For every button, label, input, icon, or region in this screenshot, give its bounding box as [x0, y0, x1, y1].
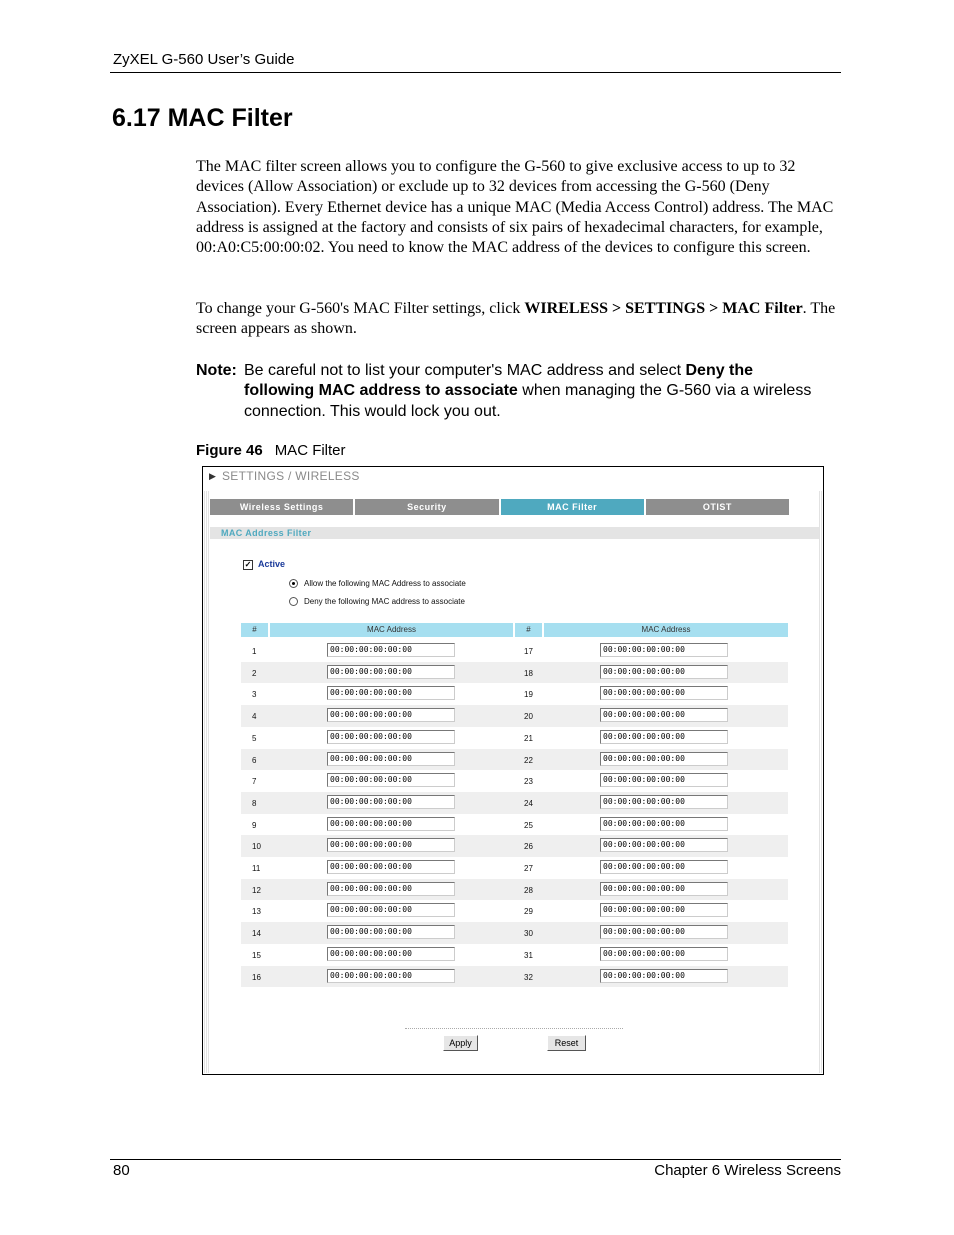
row-number: 26 — [524, 842, 533, 852]
mac-address-input[interactable]: 00:00:00:00:00:00 — [600, 903, 728, 917]
deny-radio[interactable] — [289, 597, 298, 606]
table-row — [241, 835, 788, 857]
active-row — [243, 559, 285, 570]
mac-address-input[interactable]: 00:00:00:00:00:00 — [600, 686, 728, 700]
table-row — [241, 966, 788, 988]
mac-address-input[interactable]: 00:00:00:00:00:00 — [600, 730, 728, 744]
table-row — [241, 900, 788, 922]
row-number: 17 — [524, 647, 533, 656]
apply-button[interactable]: Apply — [443, 1035, 478, 1051]
mac-address-input[interactable]: 00:00:00:00:00:00 — [600, 752, 728, 766]
mac-address-input[interactable]: 00:00:00:00:00:00 — [600, 643, 728, 657]
row-number: 3 — [252, 690, 257, 700]
mac-address-input[interactable]: 00:00:00:00:00:00 — [327, 665, 455, 679]
mac-address-input[interactable]: 00:00:00:00:00:00 — [600, 925, 728, 939]
row-number: 14 — [252, 929, 261, 939]
mac-address-input[interactable]: 00:00:00:00:00:00 — [327, 773, 455, 787]
tab-wireless-settings[interactable]: Wireless Settings — [210, 499, 353, 515]
table-row — [241, 944, 788, 966]
row-number: 27 — [524, 864, 533, 873]
intro-paragraph: The MAC filter screen allows you to configure the G-560 to give exclusive access to up to 32 devices (Allow Association) or exclude up to 32 devices from accessing the G-560 (Deny Association). Every Ethernet device has a unique MAC (Media Access Control) address. The MAC address is assigned at the factory and consists of six pairs of hexadecimal characters, for example, 00:A0:C5:00:00:02. You need to know the MAC address of the devices to configure this screen. — [196, 158, 834, 257]
menu-path: WIRELESS > SETTINGS > MAC Filter — [524, 300, 803, 317]
mac-address-input[interactable]: 00:00:00:00:00:00 — [600, 969, 728, 983]
screenshot-frame — [202, 466, 824, 1075]
table-row — [241, 857, 788, 879]
row-number: 15 — [252, 950, 261, 960]
mac-address-input[interactable]: 00:00:00:00:00:00 — [600, 665, 728, 679]
mac-address-filter-section: MAC Address Filter — [210, 527, 819, 539]
row-number: 16 — [252, 972, 261, 982]
left-border-band — [204, 491, 209, 1073]
deny-radio-row — [289, 597, 465, 606]
tab-otist[interactable]: OTIST — [646, 499, 789, 515]
row-number: 11 — [252, 864, 261, 873]
mac-address-input[interactable]: 00:00:00:00:00:00 — [600, 773, 728, 787]
table-row — [241, 814, 788, 836]
row-number: 31 — [524, 950, 533, 960]
screen-title: SETTINGS / WIRELESS — [222, 469, 360, 483]
row-number: 20 — [524, 712, 533, 722]
row-number: 29 — [524, 907, 533, 917]
note-text: Be careful not to list your computer's MAC address and select Deny the following MAC address to associate when managing the G-560 via a wireless connection. This would lock you out. — [244, 362, 812, 420]
mac-address-input[interactable]: 00:00:00:00:00:00 — [327, 752, 455, 766]
row-number: 22 — [524, 755, 533, 765]
table-row — [241, 727, 788, 749]
note-label: Note: — [196, 362, 237, 379]
instructions-text-after: . The screen appears as shown. — [196, 300, 836, 338]
row-number: 32 — [524, 972, 533, 982]
row-number: 6 — [252, 755, 257, 765]
row-number: 25 — [524, 820, 533, 830]
page-number: 80 — [113, 1162, 130, 1179]
mac-address-input[interactable]: 00:00:00:00:00:00 — [600, 838, 728, 852]
mac-address-input[interactable]: 00:00:00:00:00:00 — [327, 860, 455, 874]
table-row — [241, 640, 788, 662]
row-number: 28 — [524, 885, 533, 895]
tab-security[interactable]: Security — [355, 499, 498, 515]
col-num-left: # — [241, 623, 268, 637]
mac-address-input[interactable]: 00:00:00:00:00:00 — [600, 795, 728, 809]
mac-address-input[interactable]: 00:00:00:00:00:00 — [327, 838, 455, 852]
mac-address-input[interactable]: 00:00:00:00:00:00 — [327, 686, 455, 700]
tab-bar — [210, 499, 791, 515]
deny-radio-label: Deny the following MAC address to associate — [304, 597, 465, 606]
row-number: 12 — [252, 885, 261, 895]
row-number: 8 — [252, 798, 257, 808]
col-num-right: # — [515, 623, 542, 637]
row-number: 23 — [524, 777, 533, 787]
row-number: 5 — [252, 733, 257, 743]
mac-address-input[interactable]: 00:00:00:00:00:00 — [600, 817, 728, 831]
col-mac-right: MAC Address — [544, 623, 788, 637]
section-heading: 6.17 MAC Filter — [112, 104, 293, 132]
table-row — [241, 683, 788, 705]
table-row — [241, 792, 788, 814]
mac-address-input[interactable]: 00:00:00:00:00:00 — [600, 708, 728, 722]
table-row — [241, 879, 788, 901]
col-mac-left: MAC Address — [270, 623, 513, 637]
table-row — [241, 662, 788, 684]
mac-address-input[interactable]: 00:00:00:00:00:00 — [327, 708, 455, 722]
table-row — [241, 770, 788, 792]
mac-address-input[interactable]: 00:00:00:00:00:00 — [327, 730, 455, 744]
row-number: 18 — [524, 668, 533, 678]
allow-radio-label: Allow the following MAC Address to associate — [304, 579, 466, 588]
instructions-text-before: To change your G-560's MAC Filter settings, click — [196, 300, 525, 317]
note-bold: Deny the following MAC address to associate — [244, 362, 754, 400]
figure-title: MAC Filter — [274, 442, 346, 459]
right-border-band — [819, 491, 824, 1073]
mac-address-input[interactable]: 00:00:00:00:00:00 — [327, 643, 455, 657]
row-number: 1 — [252, 647, 257, 656]
mac-address-input[interactable]: 00:00:00:00:00:00 — [327, 947, 455, 961]
mac-address-input[interactable]: 00:00:00:00:00:00 — [600, 860, 728, 874]
footer-rule — [110, 1159, 841, 1160]
mac-address-input[interactable]: 00:00:00:00:00:00 — [600, 882, 728, 896]
figure-label: Figure 46 — [196, 442, 263, 459]
mac-address-input[interactable]: 00:00:00:00:00:00 — [600, 947, 728, 961]
row-number: 24 — [524, 798, 533, 808]
active-label: Active — [258, 559, 286, 569]
figure-caption — [196, 442, 346, 459]
chapter-title: Chapter 6 Wireless Screens — [654, 1162, 841, 1179]
row-number: 13 — [252, 907, 261, 917]
mac-address-input[interactable]: 00:00:00:00:00:00 — [327, 882, 455, 896]
mac-address-input[interactable]: 00:00:00:00:00:00 — [327, 925, 455, 939]
allow-radio-row — [289, 579, 466, 588]
row-number: 9 — [252, 820, 257, 830]
row-number: 2 — [252, 668, 257, 678]
mac-address-input[interactable]: 00:00:00:00:00:00 — [327, 795, 455, 809]
button-divider — [405, 1028, 623, 1030]
row-number: 19 — [524, 690, 533, 700]
tab-mac-filter[interactable]: MAC Filter — [501, 499, 644, 515]
mac-address-input[interactable]: 00:00:00:00:00:00 — [327, 903, 455, 917]
row-number: 7 — [252, 777, 257, 787]
table-row — [241, 705, 788, 727]
row-number: 21 — [524, 733, 533, 743]
mac-address-input[interactable]: 00:00:00:00:00:00 — [327, 969, 455, 983]
row-number: 30 — [524, 929, 533, 939]
table-row — [241, 922, 788, 944]
allow-radio[interactable] — [289, 579, 298, 588]
row-number: 4 — [252, 712, 257, 722]
screen-title-bar — [203, 467, 823, 487]
instructions-paragraph — [196, 299, 841, 340]
header-rule — [110, 72, 841, 73]
arrow-right-icon: ▶ — [209, 471, 216, 481]
active-checkbox[interactable]: ✓ — [244, 559, 252, 569]
running-header: ZyXEL G-560 User’s Guide — [113, 51, 295, 68]
mac-address-input[interactable]: 00:00:00:00:00:00 — [327, 817, 455, 831]
reset-button[interactable]: Reset — [547, 1035, 586, 1051]
row-number: 10 — [252, 842, 261, 852]
table-row — [241, 749, 788, 771]
